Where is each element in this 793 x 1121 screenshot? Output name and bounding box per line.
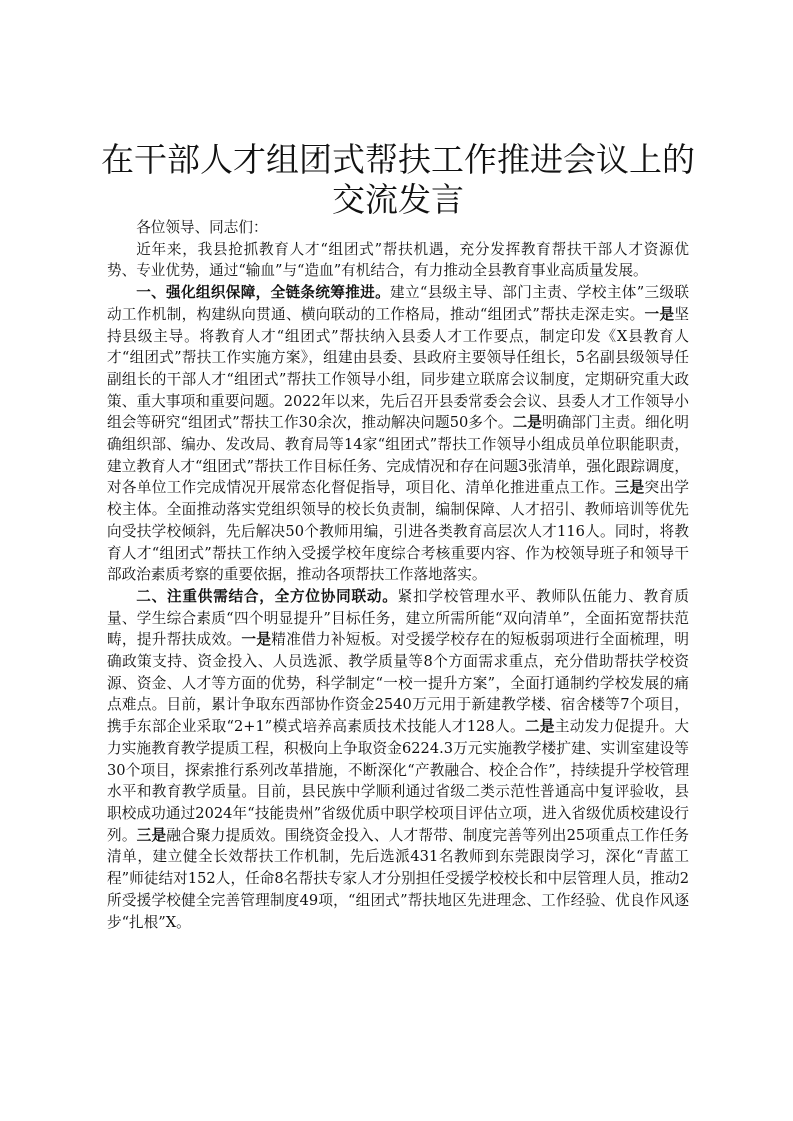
section-1-measure-2-text: 明确部门主责。细化明确组织部、编办、发改局、教育局等14家“组团式”帮扶工作领导小组成员单位职能职责，建立教育人才“组团式”帮扶工作目标任务、完成情况和存在问题3张清单，强化跟踪调度，对各单位工作完成情况开展常态化督促指导，项目化、清单化推进重点工作。 bbox=[107, 414, 689, 497]
section-2-measure-1-label: 一是 bbox=[241, 631, 272, 649]
section-2-heading: 二、注重供需结合，全方位协同联动。 bbox=[136, 587, 398, 605]
intro-paragraph: 近年来，我县抢抓教育人才“组团式”帮扶机遇，充分发挥教育帮扶干部人才资源优势、专业优势，通过“输血”与“造血”有机结合，有力推动全县教育事业高质量发展。 bbox=[107, 240, 689, 280]
section-1-measure-1-label: 一是 bbox=[644, 305, 675, 323]
section-1-measure-3-text: 突出学校主体。全面推动落实党组织领导的校长负责制，编制保障、人才招引、教师培训等优先向受扶学校倾斜，先后解决50个教师用编，引进各类教育高层次人才116人。同时，将教育人才“组团式”帮扶工作纳入受援学校年度综合考核重要内容、作为校领导班子和领导干部政治素质考察的重要依据，推动各项帮扶工作落地落实。 bbox=[107, 479, 689, 584]
document-title: 在干部人才组团式帮扶工作推进会议上的交流发言 bbox=[101, 140, 695, 219]
section-1-paragraph bbox=[107, 282, 689, 586]
section-2-measure-3-text: 融合聚力提质效。围绕资金投入、人才帮带、制度完善等列出25项重点工作任务清单，建立健全长效帮扶工作机制，先后选派431名教师到东莞跟岗学习，深化“青蓝工程”师徒结对152人，任命8名帮扶专家人才分别担任受援学校校长和中层管理人员，推动2所受援学校健全完善管理制度49项，“组团式”帮扶地区先进理念、工作经验、优良作风逐步“扎根”X。 bbox=[107, 826, 689, 931]
section-2-measure-1-text: 精准借力补短板。对受援学校存在的短板弱项进行全面梳理，明确政策支持、资金投入、人员选派、教学质量等8个方面需求重点，充分借助帮扶学校资源、资金、人才等方面的优势，科学制定“一校一提升方案”，全面打通制约学校发展的痛点难点。目前，累计争取东西部协作资金2540万元用于新建教学楼、宿舍楼等7个项目，携手东部企业采取“2+1”模式培养高素质技术技能人才128人。 bbox=[107, 631, 689, 736]
section-1-measure-1-text: 坚持县级主导。将教育人才“组团式”帮扶纳入县委人才工作要点，制定印发《X县教育人才“组团式”帮扶工作实施方案》，组建由县委、县政府主要领导任组长，5名副县级领导任副组长的干部人才“组团式”帮扶工作领导小组，同步建立联席会议制度，定期研究重大政策、重大事项和重要问题。2022年以来，先后召开县委常委会会议、县委人才工作领导小组会等研究“组团式”帮扶工作30余次，推动解决问题50多个。 bbox=[107, 305, 689, 432]
section-2-measure-2-text: 主动发力促提升。大力实施教育教学提质工程，积极向上争取资金6224.3万元实施教学楼扩建、实训室建设等30个项目，探索推行系列改革措施，不断深化“产教融合、校企合作”，持续提升学校管理水平和教育教学质量。目前，县民族中学顺利通过省级二类示范性普通高中复评验收，县职校成功通过2024年“技能贵州”省级优质中职学校项目评估立项，进入省级优质校建设行列。 bbox=[107, 718, 689, 844]
salutation: 各位领导、同志们： bbox=[136, 219, 268, 236]
section-2-measure-3-label: 三是 bbox=[136, 826, 167, 844]
section-2-paragraph bbox=[107, 586, 689, 933]
section-1-measure-2-label: 二是 bbox=[512, 414, 542, 432]
section-1-lead: 建立“县级主导、部门主责、学校主体”三级联动工作机制，构建纵向贯通、横向联动的工作格局，推动“组团式”帮扶走深走实。 bbox=[107, 284, 689, 323]
section-2-measure-2-label: 二是 bbox=[524, 718, 555, 736]
section-1-measure-3-label: 三是 bbox=[614, 479, 645, 497]
section-2-lead: 紧扣学校管理水平、教师队伍能力、教育质量、学生综合素质“四个明显提升”目标任务，建立所需所能“双向清单”，全面拓宽帮扶范畴，提升帮扶成效。 bbox=[107, 587, 689, 649]
section-1-heading: 一、强化组织保障，全链条统筹推进。 bbox=[136, 284, 391, 302]
document-body bbox=[107, 217, 689, 933]
